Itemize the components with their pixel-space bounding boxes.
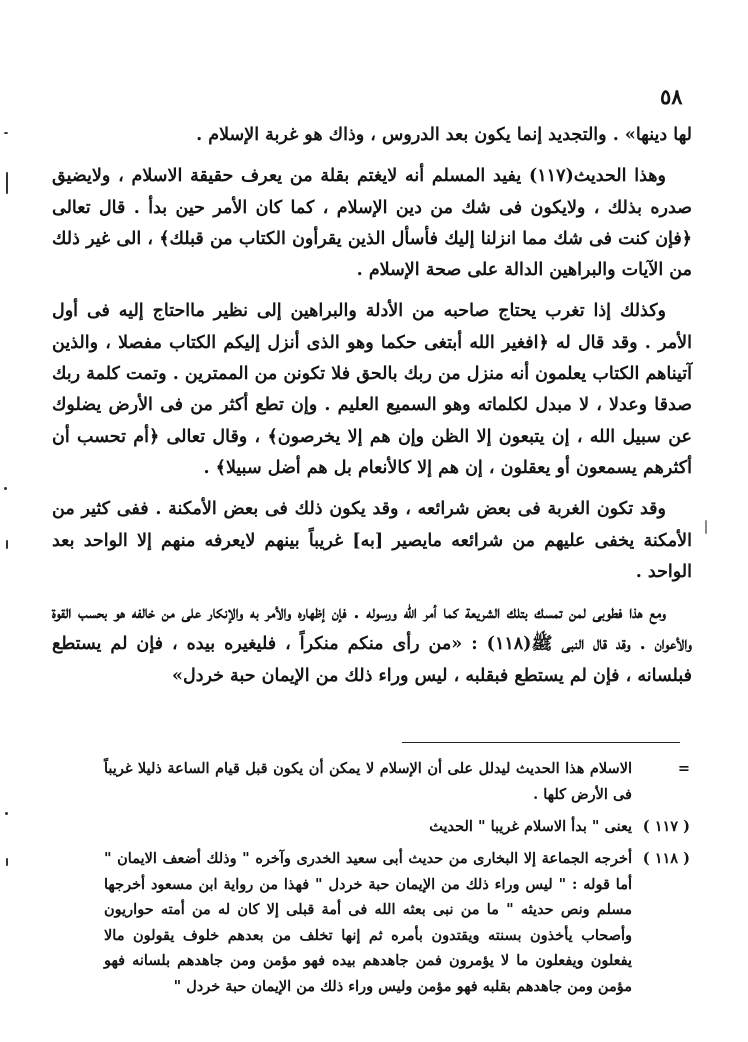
scan-speck bbox=[4, 132, 8, 134]
footnote-text: الاسلام هذا الحديث ليدلل على أن الإسلام لا يمكن أن يكون قبل قيام الساعة ذليلا غريباً فى الأرض كلها . bbox=[104, 760, 632, 803]
footnote-continuation bbox=[104, 756, 690, 808]
main-text bbox=[52, 120, 692, 692]
scan-speck bbox=[4, 487, 7, 490]
footnote-text: يعنى " بدأ الاسلام غريبا " الحديث bbox=[429, 818, 632, 835]
scan-speck bbox=[6, 540, 8, 549]
footnotes bbox=[104, 756, 690, 1006]
scan-speck bbox=[5, 812, 8, 815]
page-number: ٥٨ bbox=[660, 84, 683, 109]
paragraph: ومع هذا فطوبى لمن تمسك بتلك الشريعة كما أمر الله ورسوله . فإن إظهاره والأمر به والإنكار على من خالفه هو بحسب القوة والأعوان . وقد قال النبى ﷺ(١١٨) : «من رأى منكم منكراً ، فليغيره بيده ، فإن لم يستطع فبلسانه ، فإن لم يستطع فبقلبه ، ليس وراء ذلك من الإيمان حبة خردل» bbox=[52, 603, 692, 686]
footnote-118 bbox=[104, 846, 690, 1000]
paragraph: وهذا الحديث(١١٧) يفيد المسلم أنه لايغتم بقلة من يعرف حقيقة الاسلام ، ولايضيق صدره بذلك ، ولايكون فى شك من دين الإسلام ، كما كان الأمر حين بدأ . قال تعالى ﴿فإن كنت فى شك مما انزلنا إليك فأسأل الذين يقرأون الكتاب من قبلك﴾ ، الى غير ذلك من الآيات والبراهين الدالة على صحة الإسلام . bbox=[52, 166, 692, 281]
scan-speck bbox=[705, 520, 707, 534]
footnote-divider bbox=[402, 742, 680, 743]
scan-speck bbox=[6, 858, 8, 866]
paragraph: لها دينها» . والتجديد إنما يكون بعد الدروس ، وذاك هو غربة الإسلام . bbox=[196, 125, 692, 145]
paragraph: وكذلك إذا تغرب يحتاج صاحبه من الأدلة والبراهين إلى نظير مااحتاج إليه فى أول الأمر . وقد قال له ﴿افغير الله أبتغى حكما وهو الذى أنزل إليكم الكتاب مفصلا ، والذين آتيناهم الكتاب يعلمون أنه منزل من ربك بالحق فلا تكونن من الممترين . وتمت كلمة ربك صدقا وعدلا ، لا مبدل لكلماته وهو السميع العليم . وإن تطع أكثر من فى الأرض يضلوك عن سبيل الله ، إن يتبعون إلا الظن وإن هم إلا يخرصون﴾ ، وقال تعالى ﴿أم تحسب أن أكثرهم يسمعون أو يعقلون ، إن هم إلا كالأنعام بل هم أضل سبيلا﴾ . bbox=[52, 301, 692, 478]
footnote-117 bbox=[104, 814, 690, 840]
paragraph: وقد تكون الغربة فى بعض شرائعه ، وقد يكون ذلك فى بعض الأمكنة . ففى كثير من الأمكنة يخفى عليهم من شرائعه مايصير [به] غريباً بينهم لايعرفه منهم إلا الواحد بعد الواحد . bbox=[52, 499, 692, 582]
scan-speck bbox=[6, 172, 8, 194]
footnote-marker: = bbox=[677, 760, 690, 777]
footnote-marker: ( ١١٨ ) bbox=[642, 850, 690, 867]
footnote-marker: ( ١١٧ ) bbox=[642, 818, 690, 835]
footnote-text: أخرجه الجماعة إلا البخارى من حديث أبى سعيد الخدرى وآخره " وذلك أضعف الايمان " أما قوله : " ليس وراء ذلك من الإيمان حبة خردل " فهذا من رواية ابن مسعود أخرجها مسلم ونص حديثه " ما من نبى بعثه الله فى أمة قبلى إلا كان له من أمته حواريون وأصحاب يأخذون بسنته ويقتدون بأمره ثم إنها تخلف من بعدهم خلوف يقولون مالا يفعلون ويفعلون ما لا يؤمرون فمن جاهدهم بيده فهو مؤمن ومن جاهدهم بلسانه فهو مؤمن ومن جاهدهم بقلبه فهو مؤمن وليس وراء ذلك من الإيمان حبة خردل " bbox=[104, 850, 632, 995]
